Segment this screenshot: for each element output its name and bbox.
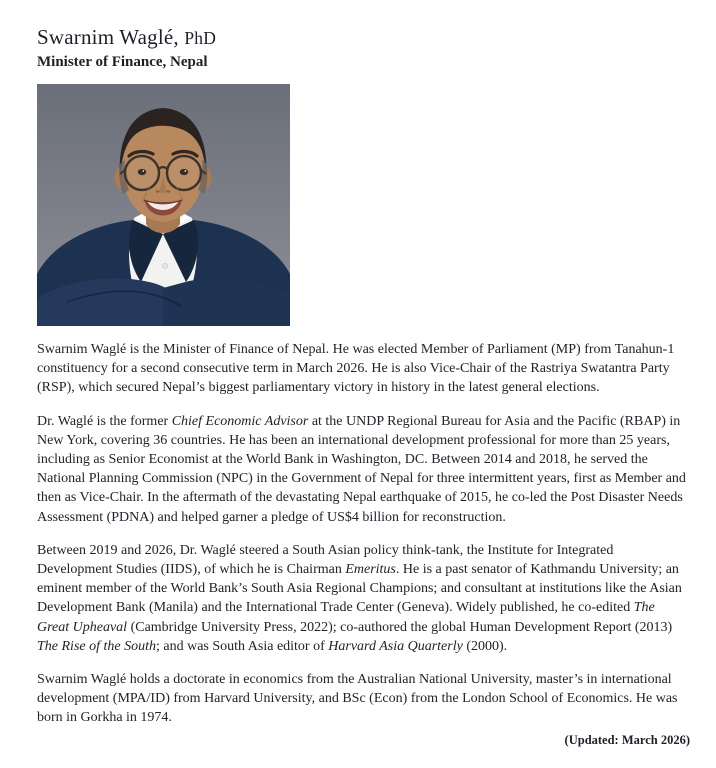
bio-paragraph-3 xyxy=(37,541,690,656)
bio-text: at the UNDP Regional Bureau for Asia and the Pacific (RBAP) in New York, covering 36 countries. He has been an international development professional for more than 25 years, including as Senior Economist at the World Bank in Washington, DC. Between 2014 and 2018, he served the National Planning Commission (NPC) in the Government of Nepal for three intermittent years, first as Member and then as Vice-Chair. In the aftermath of the devastating Nepal earthquake of 2015, he co-led the Post Disaster Needs Assessment (PDNA) and helped garner a pledge of US$4 billion for reconstruction. xyxy=(37,413,686,525)
person-degree: PhD xyxy=(184,28,217,48)
person-name: Swarnim Waglé, xyxy=(37,25,179,49)
updated-date: (Updated: March 2026) xyxy=(564,732,690,747)
bio-text: Between 2019 and 2026, Dr. Waglé steered a South Asian policy think-tank, the Institute for Integrated Development Studies (IIDS), of which he is Chairman xyxy=(37,542,614,578)
page-title xyxy=(37,25,690,50)
bio-text: Dr. Waglé is the former xyxy=(37,413,172,429)
italic-phrase: Chief Economic Advisor xyxy=(171,413,309,429)
bio-paragraph-4 xyxy=(37,670,690,728)
italic-phrase: The Rise of the South xyxy=(37,638,156,654)
bio-text: Swarnim Waglé is the Minister of Finance of Nepal. He was elected Member of Parliament (MP) from Tanahun-1 constituency for a second consecutive term in March 2026. He is also Vice-Chair of the Rastriya Swatantra Party (RSP), which secured Nepal’s biggest parliamentary victory in history in the latest general elections. xyxy=(37,342,675,396)
portrait-photo xyxy=(37,84,290,326)
italic-phrase: Emeritus xyxy=(345,562,396,578)
shirt-button xyxy=(162,263,167,268)
bio-text: ; and was South Asia editor of xyxy=(156,638,329,654)
nostril-right xyxy=(167,190,171,192)
bio-section xyxy=(37,340,690,728)
bio-text: (2000). xyxy=(462,638,508,654)
bio-text: (Cambridge University Press, 2022); co-authored the global Human Development Report (2013) xyxy=(127,619,673,635)
bio-text: . He is a past senator of Kathmandu University; an eminent member of the World Bank’s South Asia Regional Champions; and consultant at institutions like the Asian Development Bank (Manila) and the International Trade Center (Geneva). Widely published, he co-edited xyxy=(37,562,682,616)
italic-phrase: Harvard Asia Quarterly xyxy=(328,638,463,654)
bio-paragraph-2 xyxy=(37,412,690,527)
page-subtitle: Minister of Finance, Nepal xyxy=(37,54,208,70)
nostril-left xyxy=(156,190,160,192)
italic-phrase: The Great Upheaval xyxy=(37,600,655,635)
bio-paragraph-1 xyxy=(37,340,690,398)
bio-text: Swarnim Waglé holds a doctorate in economics from the Australian National University, master’s in international development (MPA/ID) from Harvard University, and BSc (Econ) from the London School of Economics. He was born in Gorkha in 1974. xyxy=(37,672,678,726)
